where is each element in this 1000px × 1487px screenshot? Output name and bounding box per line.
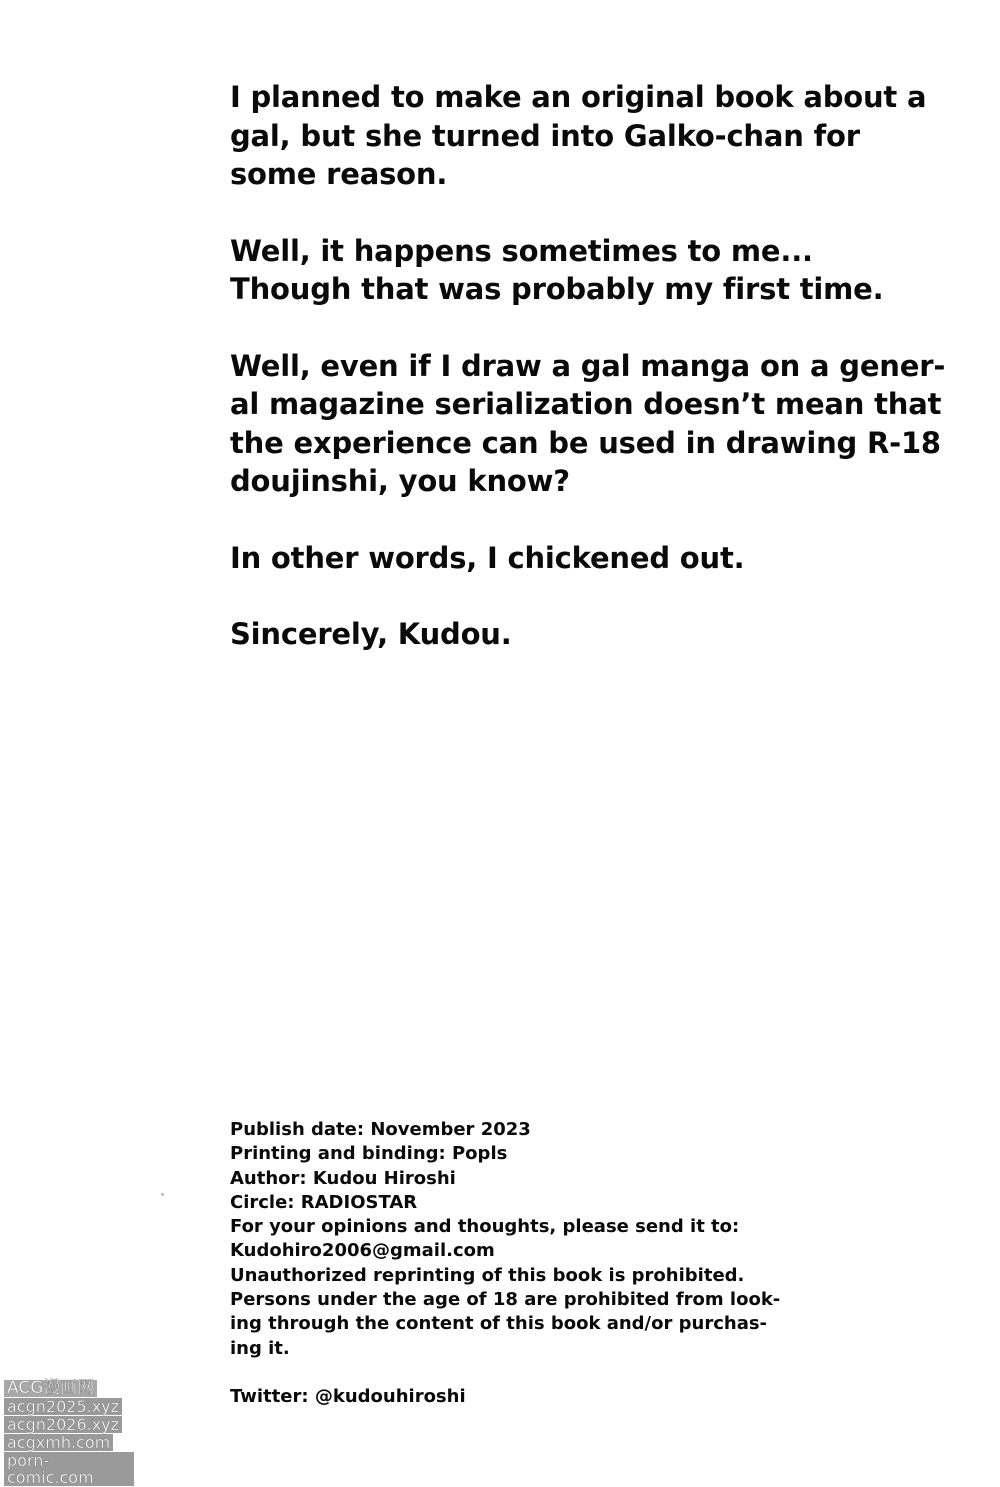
circle: Circle: RADIOSTAR: [230, 1191, 418, 1213]
printing-binding: Printing and binding: Popls: [230, 1143, 508, 1165]
afterword-signature: Sincerely, Kudou.: [230, 617, 512, 651]
watermark-line: acgxmh.com: [4, 1434, 113, 1451]
watermark-line: porn-comic.com: [4, 1452, 134, 1486]
afterword-paragraph-1: I planned to make an original book about a gal, but she turned into Galko-chan for some reason.: [230, 80, 927, 191]
watermark-line: acgn2026.xyz: [4, 1416, 122, 1433]
publish-date: Publish date: November 2023: [230, 1119, 531, 1140]
watermark-logo: ACG漫画网: [4, 1380, 97, 1397]
colophon: [230, 1118, 830, 1409]
twitter-handle: Twitter: @kudouhiroshi: [230, 1385, 466, 1407]
author: Author: Kudou Hiroshi: [230, 1167, 456, 1189]
afterword-paragraph-2: Well, it happens sometimes to me... Though that was probably my first time.: [230, 233, 884, 306]
afterword-paragraph-4: In other words, I chickened out.: [230, 540, 745, 575]
watermark-line: acgn2025.xyz: [4, 1398, 122, 1415]
age-restriction-notice: Persons under the age of 18 are prohibited from look- ing through the content of this book and/or purchas- ing it.: [230, 1289, 781, 1359]
reprint-notice: Unauthorized reprinting of this book is prohibited.: [230, 1264, 745, 1286]
scan-speck: [161, 1193, 164, 1196]
opinions-note: For your opinions and thoughts, please send it to:: [230, 1216, 740, 1238]
contact-email: Kudohiro2006@gmail.com: [230, 1240, 495, 1262]
afterword-paragraph-3: Well, even if I draw a gal manga on a gener- al magazine serialization doesn’t mean that the experience can be used in drawing R-18 doujinshi, you know?: [230, 348, 946, 498]
afterword-text: [230, 78, 970, 692]
site-watermark: [4, 1380, 134, 1487]
